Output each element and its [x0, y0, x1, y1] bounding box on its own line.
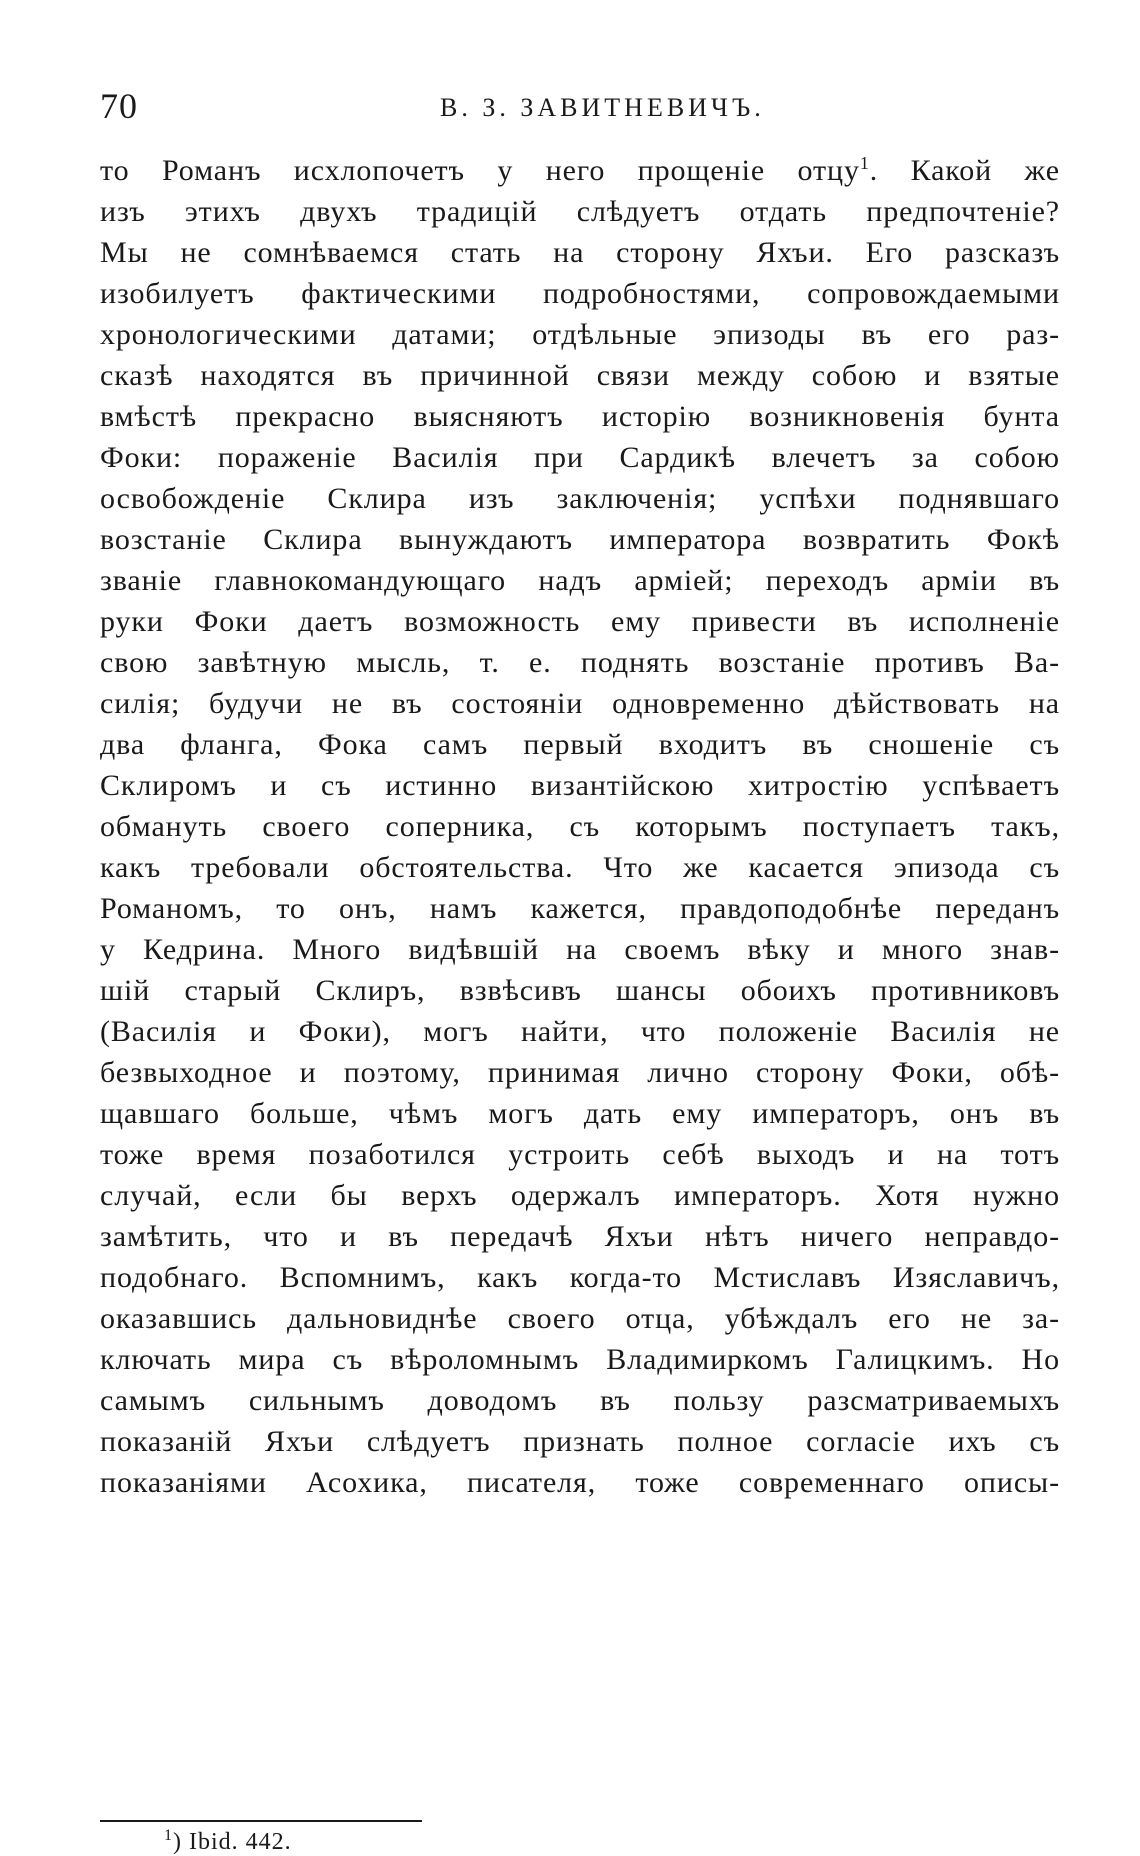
text-line: свою завѣтную мысль, т. е. поднять возстанiе противъ Ва-	[100, 646, 1060, 679]
text-line: Мы не сомнѣваемся стать на сторону Яхъи. Его разсказъ	[100, 236, 1060, 269]
text-line-part: то Романъ исхлопочетъ у него прощенiе отцу	[100, 154, 860, 187]
text-line: щавшаго больше, чѣмъ могъ дать ему императоръ, онъ въ	[100, 1097, 1060, 1130]
body-text	[100, 150, 1060, 1503]
text-line: Романомъ, то онъ, намъ кажется, правдоподобнѣе переданъ	[100, 892, 1060, 925]
text-line: тоже время позаботился устроить себѣ выходъ и на тотъ	[100, 1138, 1060, 1171]
text-line: случай, если бы верхъ одержалъ императоръ. Хотя нужно	[100, 1179, 1060, 1212]
text-line: безвыходное и поэтому, принимая лично сторону Фоки, обѣ-	[100, 1056, 1060, 1089]
text-line: два фланга, Фока самъ первый входитъ въ сношенiе съ	[100, 728, 1060, 761]
footnote	[164, 1828, 292, 1856]
text-line-part: . Какой же	[869, 154, 1060, 187]
text-line: званiе главнокомандующаго надъ армiей; переходъ армiи въ	[100, 564, 1060, 597]
text-line: хронологическими датами; отдѣльные эпизоды въ его раз-	[100, 318, 1060, 351]
text-line: обмануть своего соперника, съ которымъ поступаетъ такъ,	[100, 810, 1060, 843]
text-line: изобилуетъ фактическими подробностями, сопровождаемыми	[100, 277, 1060, 310]
text-line: у Кедрина. Много видѣвшiй на своемъ вѣку и много знав-	[100, 933, 1060, 966]
text-line: самымъ сильнымъ доводомъ въ пользу разсматриваемыхъ	[100, 1384, 1060, 1417]
text-line: Склиромъ и съ истинно византiйскою хитростiю успѣваетъ	[100, 769, 1060, 802]
text-line	[100, 150, 1060, 191]
text-line: показанiй Яхъи слѣдуетъ признать полное согласiе ихъ съ	[100, 1425, 1060, 1458]
text-line: руки Фоки даетъ возможность ему привести въ исполненiе	[100, 605, 1060, 638]
text-line: ключать мира съ вѣроломнымъ Владимиркомъ Галицкимъ. Но	[100, 1343, 1060, 1376]
text-line: шiй старый Склиръ, взвѣсивъ шансы обоихъ противниковъ	[100, 974, 1060, 1007]
text-line: силiя; будучи не въ состоянiи одновременно дѣйствовать на	[100, 687, 1060, 720]
text-line: освобожденiе Склира изъ заключенiя; успѣхи поднявшаго	[100, 482, 1060, 515]
text-line: какъ требовали обстоятельства. Что же касается эпизода съ	[100, 851, 1060, 884]
text-line: вмѣстѣ прекрасно выясняютъ исторiю возникновенiя бунта	[100, 400, 1060, 433]
text-line: замѣтить, что и въ передачѣ Яхъи нѣтъ ничего неправдо-	[100, 1220, 1060, 1253]
footnote-reference: 1	[859, 153, 870, 173]
text-line: возстанiе Склира вынуждаютъ императора возвратить Фокѣ	[100, 523, 1060, 556]
text-line: оказавшись дальновиднѣе своего отца, убѣждалъ его не за-	[100, 1302, 1060, 1335]
footnote-divider	[100, 1820, 422, 1822]
page-number: 70	[100, 86, 138, 126]
page-header	[100, 86, 1060, 136]
text-line: Фоки: пораженiе Василiя при Сардикѣ влечетъ за собою	[100, 441, 1060, 474]
text-line: подобнаго. Вспомнимъ, какъ когда-то Мстиславъ Изяславичъ,	[100, 1261, 1060, 1294]
footnote-text: ) Ibid. 442.	[173, 1829, 292, 1855]
text-line: изъ этихъ двухъ традицiй слѣдуетъ отдать предпочтенiе?	[100, 195, 1060, 228]
running-head: В. З. ЗАВИТНЕВИЧЪ.	[440, 93, 765, 122]
text-line: (Василiя и Фоки), могъ найти, что положенiе Василiя не	[100, 1015, 1060, 1048]
text-line: сказѣ находятся въ причинной связи между собою и взятые	[100, 359, 1060, 392]
text-line: показанiями Асохика, писателя, тоже современнаго описы-	[100, 1466, 1060, 1499]
footnote-mark: 1	[164, 1827, 173, 1844]
